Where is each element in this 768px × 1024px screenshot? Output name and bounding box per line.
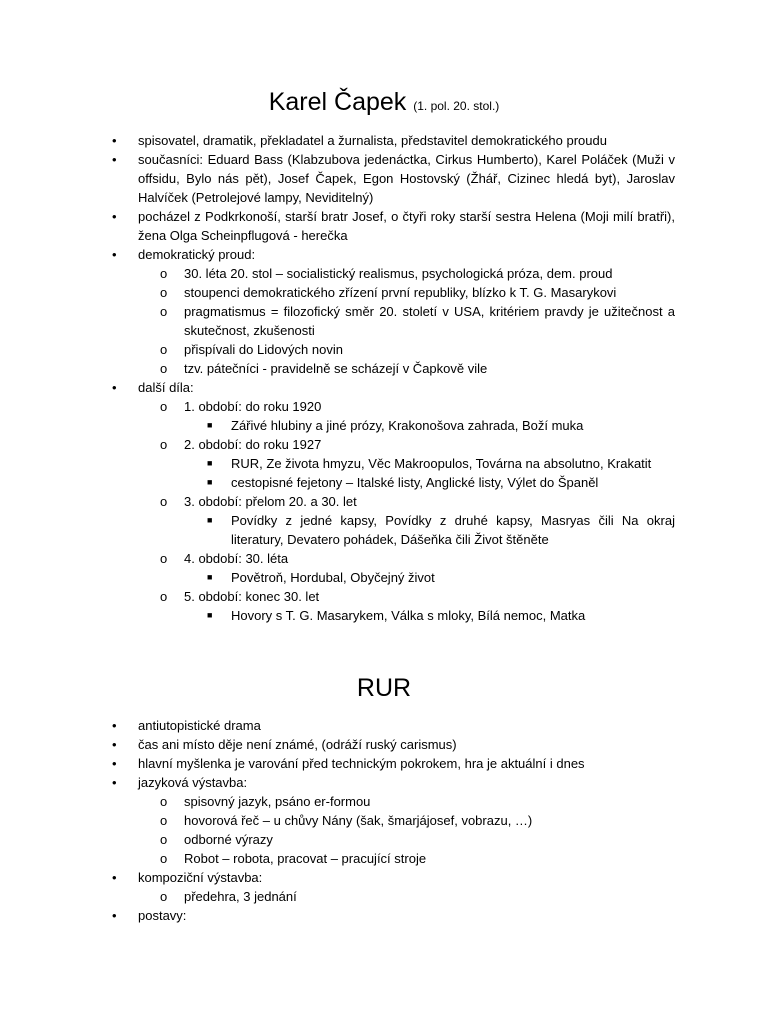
bullet-circle-icon: o — [160, 494, 168, 509]
list-item-text: Hovory s T. G. Masarykem, Válka s mloky, Bílá nemoc, Matka — [231, 608, 586, 623]
capek-bullet-list — [0, 131, 768, 625]
bullet-circle-icon: o — [160, 813, 168, 828]
bullet-circle-icon: o — [160, 437, 168, 452]
list-item-text: stoupenci demokratického zřízení první republiky, blízko k T. G. Masarykovi — [184, 285, 617, 300]
list-item — [0, 792, 768, 811]
list-item — [0, 207, 768, 245]
list-item — [0, 473, 768, 492]
bullet-circle-icon: o — [160, 361, 168, 376]
list-item-text: pragmatismus = filozofický směr 20. století v USA, kritériem pravdy je užitečnost a skutečnost, zkušenosti — [184, 304, 675, 338]
list-item-text: 1. období: do roku 1920 — [184, 399, 322, 414]
bullet-dot-icon: • — [112, 247, 117, 262]
list-item — [0, 735, 768, 754]
list-item — [0, 549, 768, 568]
list-item — [0, 773, 768, 792]
list-item-text: spisovatel, dramatik, překladatel a žurnalista, představitel demokratického proudu — [138, 133, 607, 148]
list-item-text: pocházel z Podkrkonoší, starší bratr Josef, o čtyři roky starší sestra Helena (Moji milí bratři), žena Olga Scheinpflugová - herečka — [138, 209, 675, 243]
list-item-text: demokratický proud: — [138, 247, 256, 262]
list-item-text: spisovný jazyk, psáno er-formou — [184, 794, 371, 809]
list-item — [0, 416, 768, 435]
bullet-dot-icon: • — [112, 908, 117, 923]
bullet-dot-icon: • — [112, 380, 117, 395]
list-item — [0, 906, 768, 925]
list-item — [0, 811, 768, 830]
list-item — [0, 849, 768, 868]
bullet-dot-icon: • — [112, 718, 117, 733]
list-item — [0, 830, 768, 849]
bullet-dot-icon: • — [112, 152, 117, 167]
bullet-dot-icon: • — [112, 756, 117, 771]
bullet-circle-icon: o — [160, 285, 168, 300]
list-item-text: 5. období: konec 30. let — [184, 589, 320, 604]
bullet-square-icon: ■ — [207, 458, 213, 468]
list-item — [0, 264, 768, 283]
list-item-text: čas ani místo děje není známé, (odráží ruský carismus) — [138, 737, 457, 752]
bullet-dot-icon: • — [112, 133, 117, 148]
list-item-text: další díla: — [138, 380, 194, 395]
list-item — [0, 568, 768, 587]
list-item — [0, 283, 768, 302]
bullet-dot-icon: • — [112, 737, 117, 752]
list-item-text: Zářivé hlubiny a jiné prózy, Krakonošova zahrada, Boží muka — [231, 418, 584, 433]
bullet-dot-icon: • — [112, 775, 117, 790]
bullet-dot-icon: • — [112, 870, 117, 885]
bullet-dot-icon: • — [112, 209, 117, 224]
list-item — [0, 606, 768, 625]
title-text: Karel Čapek — [268, 88, 407, 116]
list-item-text: kompoziční výstavba: — [138, 870, 263, 885]
rur-bullet-list — [0, 716, 768, 925]
list-item-text: tzv. pátečníci - pravidelně se scházejí v Čapkově vile — [184, 361, 488, 376]
list-item — [0, 340, 768, 359]
list-item-text: přispívali do Lidových novin — [184, 342, 343, 357]
list-item — [0, 492, 768, 511]
section-title-rur — [0, 673, 768, 703]
list-item — [0, 435, 768, 454]
list-item — [0, 716, 768, 735]
list-item — [0, 378, 768, 397]
title-subtitle: (1. pol. 20. stol.) — [413, 99, 500, 113]
list-item-text: RUR, Ze života hmyzu, Věc Makroopulos, Továrna na absolutno, Krakatit — [231, 456, 652, 471]
list-item-text: 2. období: do roku 1927 — [184, 437, 322, 452]
list-item-text: Robot – robota, pracovat – pracující stroje — [184, 851, 427, 866]
title-text: RUR — [356, 674, 412, 702]
bullet-circle-icon: o — [160, 794, 168, 809]
list-item — [0, 359, 768, 378]
list-item — [0, 131, 768, 150]
bullet-circle-icon: o — [160, 304, 168, 319]
list-item — [0, 245, 768, 264]
list-item-text: 4. období: 30. léta — [184, 551, 289, 566]
list-item — [0, 887, 768, 906]
bullet-circle-icon: o — [160, 399, 168, 414]
bullet-square-icon: ■ — [207, 515, 213, 525]
list-item — [0, 150, 768, 207]
bullet-circle-icon: o — [160, 832, 168, 847]
list-item — [0, 754, 768, 773]
list-item-text: hlavní myšlenka je varování před technickým pokrokem, hra je aktuální i dnes — [138, 756, 585, 771]
list-item-text: antiutopistické drama — [138, 718, 261, 733]
bullet-circle-icon: o — [160, 889, 168, 904]
list-item-text: odborné výrazy — [184, 832, 273, 847]
list-item — [0, 511, 768, 549]
bullet-circle-icon: o — [160, 266, 168, 281]
list-item — [0, 454, 768, 473]
list-item — [0, 302, 768, 340]
bullet-square-icon: ■ — [207, 610, 213, 620]
list-item-text: 30. léta 20. stol – socialistický realismus, psychologická próza, dem. proud — [184, 266, 613, 281]
list-item-text: jazyková výstavba: — [138, 775, 248, 790]
list-item-text: Povětroň, Hordubal, Obyčejný život — [231, 570, 435, 585]
list-item — [0, 587, 768, 606]
list-item-text: cestopisné fejetony – Italské listy, Anglické listy, Výlet do Španěl — [231, 475, 599, 490]
bullet-circle-icon: o — [160, 851, 168, 866]
list-item-text: 3. období: přelom 20. a 30. let — [184, 494, 357, 509]
bullet-circle-icon: o — [160, 589, 168, 604]
list-item-text: Povídky z jedné kapsy, Povídky z druhé kapsy, Masryas čili Na okraj literatury, Devatero pohádek, Dášeňka čili Život štěněte — [231, 513, 675, 547]
list-item — [0, 868, 768, 887]
bullet-square-icon: ■ — [207, 477, 213, 487]
list-item-text: současníci: Eduard Bass (Klabzubova jedenáctka, Cirkus Humberto), Karel Poláček (Muži v offsidu, Bylo nás pět), Josef Čapek, Egon Hostovský (Žhář, Cizinec hledá byt), Jaroslav Halvíček (Petrolejové lampy, Neviditelný) — [138, 152, 675, 205]
list-item-text: hovorová řeč – u chůvy Nány (šak, šmarjájosef, vobrazu, …) — [184, 813, 533, 828]
list-item — [0, 397, 768, 416]
bullet-square-icon: ■ — [207, 572, 213, 582]
list-item-text: postavy: — [138, 908, 187, 923]
bullet-circle-icon: o — [160, 551, 168, 566]
section-title-capek — [0, 87, 768, 121]
list-item-text: předehra, 3 jednání — [184, 889, 297, 904]
bullet-circle-icon: o — [160, 342, 168, 357]
bullet-square-icon: ■ — [207, 420, 213, 430]
